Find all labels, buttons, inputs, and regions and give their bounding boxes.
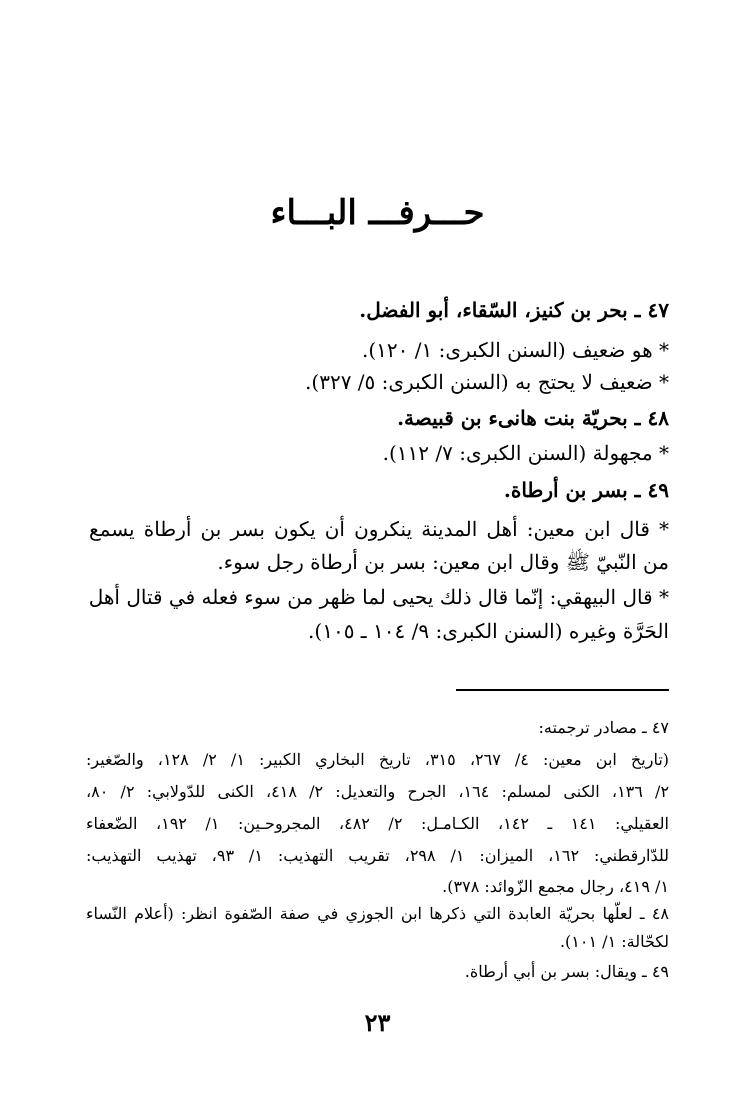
- footnote-47-line-1: (تاريخ ابن معين: ٤/ ٢٦٧، ٣١٥، تاريخ البخاري الكبير: ١/ ٢/ ١٢٨، والصّغير:: [86, 750, 670, 769]
- chapter-title: حـــرفـــ البـــاء: [270, 193, 485, 233]
- footnote-48-line-1: ٤٨ ـ لعلّها بحريّة العابدة التي ذكرها ابن الجوزي في صفة الصّفوة انظر: (أعلام النّساء: [86, 904, 670, 923]
- footnote-47-line-3: العقيلي: ١٤١ ـ ١٤٢، الكـامـل: ٢/ ٤٨٢، المجروحـين: ١/ ١٩٢، الضّعفاء: [86, 814, 669, 833]
- footnote-47-heading: ٤٧ ـ مصادر ترجمته:: [538, 718, 669, 737]
- footnote-47-line-4: للدّارقطني: ١٦٢، الميزان: ١/ ٢٩٨، تقريب التهذيب: ١/ ٩٣، تهذيب التهذيب:: [86, 846, 670, 865]
- footnote-49-line-1: ٤٩ ـ ويقال: بسر بن أبي أرطاة.: [464, 962, 669, 981]
- entry-48-heading: ٤٨ ـ بحريّة بنت هانىء بن قبيصة.: [397, 406, 669, 430]
- entry-49-line-2: من النّبيّ ﷺ وقال ابن معين: بسر بن أرطاة رجل سوء.: [217, 550, 669, 574]
- entry-47-line-2: * ضعيف لا يحتج به (السنن الكبرى: ٥/ ٣٢٧).: [305, 370, 669, 394]
- entry-49-line-1: * قال ابن معين: أهل المدينة ينكرون أن يكون بسر بن أرطاة يسمع: [89, 517, 669, 541]
- footnote-47-line-5: ١/ ٤١٩، رجال مجمع الزّوائد: ٣٧٨).: [442, 877, 669, 896]
- entry-49-line-3: * قال البيهقي: إنّما قال ذلك يحيى لما ظهر من سوء فعله في قتال أهل: [88, 585, 669, 609]
- entry-49-line-4: الحَرَّة وغيره (السنن الكبرى: ٩/ ١٠٤ ـ ١٠٥).: [308, 619, 669, 643]
- footnote-separator: [456, 689, 669, 691]
- entry-47-line-1: * هو ضعيف (السنن الكبرى: ١/ ١٢٠).: [361, 338, 669, 362]
- entry-47-heading: ٤٧ ـ بحر بن كنيز، السّقاء، أبو الفضل.: [359, 298, 669, 322]
- entry-48-line-1: * مجهولة (السنن الكبرى: ٧/ ١١٢).: [382, 441, 669, 465]
- entry-49-heading: ٤٩ ـ بسر بن أرطاة.: [503, 478, 669, 502]
- page-number: ٢٣: [364, 1008, 391, 1037]
- footnote-47-line-2: ٢/ ١٣٦، الكنى لمسلم: ١٦٤، الجرح والتعديل: ٢/ ٤١٨، الكنى للدّولابي: ٢/ ٨٠،: [86, 782, 670, 801]
- footnote-48-line-2: لكحّالة: ١/ ١٠١).: [559, 932, 669, 951]
